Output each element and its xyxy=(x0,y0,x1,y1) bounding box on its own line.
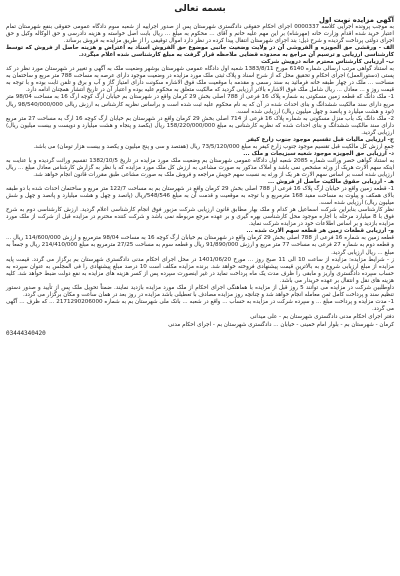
phone-number: 03444340420 xyxy=(6,329,46,337)
section-e-item-1: 1- قطعه زمین واقع در خیابان ارگ پلاک 16 فرعی از 788 اصلی بخش 29 کرمان واقع در شهرستان بم به مساحت 122/7 متر مربع و ساختمان احداث شده با دو طبقه بالای همکف و پیلوت به مساحت مفید 168 مترمربع و با توجه به موقعیت و قدمت آن به مبلغ 548/546/ریال (پانصد و چهل و هشت میلیارد و پانصد و چهل و شش میلیون ریال) ارزیابی شده است. xyxy=(6,186,395,207)
property-2-paragraph: 2- ملک دانگ یک باب منزل مسکونی به شماره پلاک 16 فرعی از 714 اصلی بخش 29 کرمان واقع در شهرستان بم خیابان ارگ کوچه 16 ارگ به مساحت 27 متر مربع دارای سند مالکیت ششدانگ و بنای احداث شده که نظریه کارشناس به مبلغ 158/220/000/000 ریال (یکصد و پنجاه و هشت میلیارد و دویست و بیست میلیون ریال) ارزیابی گردید. xyxy=(6,115,395,136)
section-f-paragraph: قطعه زمین به شماره 16 فرعی از 788 اصلی بخش 29 کرمان واقع در شهرستان بم خیابان ارگ کوچه 16 به مساحت 98/04 مترمربع و ارزش 114/600/000 ریال ... و قطعه دوم به شماره 27 فرعی به مساحت 77 متر مربع و ارزش 91/890/000 ریال و قطعه سوم به مساحت 27/25 مترمربع به مبلغ 214/410/000 ریال و جمعاً به مبلغ ... ریال ارزیابی گردید. xyxy=(6,235,394,256)
section-d-paragraph: به استناد گواهی حصر وراثت شماره 2085 شعبه اول دادگاه عمومی شهرستان بم وضعیت ملک مورد مزایده در تاریخ 1382/10/5 تقسیم وراثت گردیده و با عنایت به اینکه سهم الارث هریک از ورثه مشخص نمی باشد و املاک مذکور به صورت مشاعی به ارزش کل ملک مورد مزایده که با نظر به گزارش کارشناس معادل مبلغ ... ریال ارزیابی شده است بر اساس سهم الارث هر یک از ورثه به نسبت سهم خویش مراجعه و فروش ملک به صورت مشاعی طبق مقررات قانون انجام خواهد شد. xyxy=(6,157,395,178)
deposit-paragraph: 1- مدت مزایده و پرداخت مبلغ ... و سپرده شرکت در مزایده به حساب ... واقع در شعبه ... بانک ملی شهرستان بم به شماره 2171290206000 ... که ظرف ... آگهی می گردد. xyxy=(6,298,394,312)
section-e-heading: هـ - ارزیابی حقوق مالکیت حاصل از فروش ... xyxy=(267,179,394,186)
intro-paragraph: به موجب پرونده اجرایی کلاسه 0000337 اجرای احکام حقوقی دادگستری شهرستان پس از صدور اجراییه از شعبه سوم دادگاه عمومی حقوقی بنفع شهرستان تمام اعتبار خرید شده اقدام وزارت خانه (مهرشاه) بر این مهم علیه خانم و آقای ... محکوم به مبلغ ... ریال بابت اصل خواسته و هزینه دادرسی و حق الوکاله وکیل و حق اجرای دولتی پرداخت گردیده و شرح ذیل: بند اجرای شهرستان انتقال پیدا کرده در نظر دارد اموال توقیفی را از طریق مزایده به فروش برساند. xyxy=(6,24,394,45)
auction-conditions-paragraph: ز - شرایط مزایده: مزایده از ساعت 10 الی 11 صبح روز ... مورخ 1401/06/20 در محل اجرای احکام مدنی دادگستری شهرستان بم برگزار می گردد. قیمت پایه مزایده از مبلغ ارزیابی شروع و به بالاترین قیمت پیشنهادی فروخته خواهد شد. برنده مزایده مکلف است 10 درصد مبلغ پیشنهادی را فی المجلس به عنوان سپرده به حساب سپرده دادگستری واریز و مابقی را ظرف مدت یک ماه پرداخت نماید در غیر اینصورت سپرده پس از کسر هزینه های مزایده به نفع دولت ضبط خواهد شد. کلیه هزینه های نقل و انتقال بر عهده خریدار می باشد. xyxy=(6,256,395,284)
address-line: کرمان - شهرستان بم - بلوار امام خمینی - خیابان ... دادگستری شهرستان بم - اجرای احکام مدنی xyxy=(168,321,394,328)
section-b-paragraph: به استناد گواهی مرتب ارسالی شماره 6140 مورخ 1383/8/11 شعبه اول دادگاه عمومی شهرستان بوشهر وضعیت ملک به آگهی و تغییر در شهرستان مورد نظر در کد پستی (دستورالعمل) اجرای احکام و تحقیق محل که از شرح اسناد و پلاک ثبتی ملک مورد مزایده در وضعیت موجود دارای عرصه به مساحت 788 متر مربع و ساختمان به مساحت ... ملک در چهار طبقه خانه فرمائید به سند رسمی و مقدمه با موقعیت ملک فوق الاشاره سکونت دارای امتیاز گاز و آب و برق و تلفن ثابت بوده و با توجه به قیمت روز و ... معادل ... ریال شامل ملک فوق الاشاره بالاتر ارزیابی گردید که مالکیت متعلق به محکوم علیه بوده و اعتبار آن در تاریخ انتشار همچنان ادامه دارد. xyxy=(6,66,394,94)
section-c-heading: ج- ارزیابی مالیات قبل تقسیم موجود جنوب زارع کیفر xyxy=(246,136,394,143)
section-d-heading: د- ارزیابی حق الجویزه موجود شعبه سبزیجات و ملک ... xyxy=(243,150,394,157)
notice-heading: آگهی مزایده نوبت اول xyxy=(318,16,394,24)
signature-line: دفتر اجرای احکام مدنی دادگستری شهرستان بم - علی میدانی xyxy=(250,313,394,320)
expert-opinion-paragraph: نظر کارشناسی بنابراین شرکت اسماعیل هر کدام و ملک بهار مطابق قانون ارزیابی شرکت مزبور فوق انجام کارشناسی اعلام گردید. ارزش کارشناسی دوم به شرح فوق با 8 میلیارد مرحله با اجاره موجود محل کارشناسی بهره گیری و بر عهده مرجع مربوطه نمی باشد و شرکت کننده محترم در مزایده قبل از شرکت از ملک مورد مزایده بازدید و بر اساس اطلاعات خود در مزایده شرکت نماید. xyxy=(6,207,394,228)
section-a-paragraph: الف - ورقشی حق الجویزه و الفروشی آن در ولایت وضعیت جانبی موضوع حق الفروش اسناد به اعتراض و هزینه حاصل از فروش که توسط کارشناسی ارزیابی و ترسیم آن مراجع به محدوده قضایی ملاحظه قرار گرفت به مبلغ کارشناسی شده اعلام میگردد. xyxy=(6,45,394,59)
section-f-heading: و- ارزیابی قطعات زمین هر قطعه سهم الارث شده ... xyxy=(246,228,394,235)
section-c-paragraph: جمع ارزش کل مالکیت قبل تقسیم موجود جنوب زارع کیفر به مبلغ 73/5/120/000 ریال (هفتصد و سی و پنج میلیون و یکصد و بیست هزار تومان) می باشد. xyxy=(33,143,394,150)
page-title: بسمه تعالی xyxy=(174,4,226,14)
property-1-paragraph: 1- ملک دانگ که قطعه زمین مسکونی به شماره پلاک 16 فرعی از 788 اصلی بخش 29 کرمان واقع در شهرستان بم خیابان ارگ کوچه ارگ 16 به مساحت 98/04 متر مربع دارای سند مالکیت ششدانگ و بنای احداث شده در آن که به نام محکوم علیه ثبت شده است و براساس نظریه کارشناس به ارزش ریالی 98/540/000/000 ریال (نود و هشت میلیارد و پانصد و چهل میلیون ریال) ارزیابی شده است. xyxy=(6,94,394,115)
visit-conditions-paragraph: داوطلبین شرکت در مزایده می توانند 5 روز قبل از مزایده با هماهنگی اجرای احکام از ملک مورد مزایده بازدید نمایند. ضمناً تحویل ملک پس از تأیید و صدور دستور تنظیم سند و پرداخت کامل ثمن معامله انجام خواهد شد و چنانچه روز مزایده مصادف با تعطیلی باشد مزایده در روز بعد در همان ساعت و مکان برگزار می گردد. xyxy=(6,284,394,298)
section-b-heading: ب- ارزیابی کارشناس محترم خانه درویش شرکت xyxy=(261,59,394,66)
